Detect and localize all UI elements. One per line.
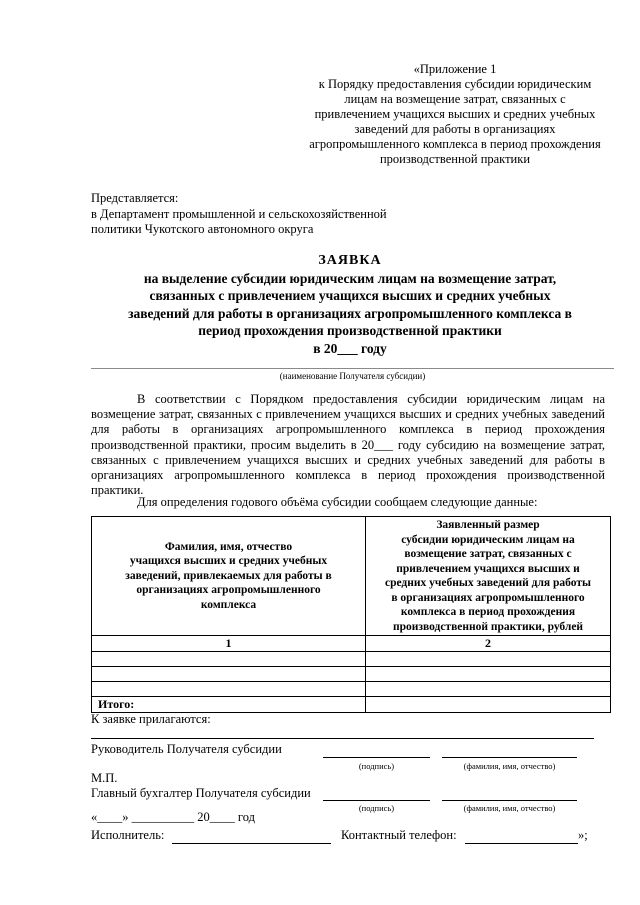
head-signature-label: Руководитель Получателя субсидии — [91, 742, 282, 756]
table-cell[interactable] — [92, 682, 366, 697]
total-value-cell[interactable] — [366, 697, 611, 713]
name-caption: (фамилия, имя, отчество) — [463, 761, 556, 771]
phone-label: Контактный телефон: — [341, 828, 457, 842]
table-cell[interactable] — [366, 667, 611, 682]
col2-header-line: привлечением учащихся высших и — [396, 562, 580, 575]
col2-header-line: комплекса в период прохождения — [400, 606, 576, 618]
subsidy-table — [91, 516, 611, 713]
col1-header-line: комплекса — [200, 598, 257, 611]
table-total-row — [92, 697, 611, 713]
phone-line[interactable] — [465, 843, 578, 844]
data-intro: Для определения годового объёма субсидии сообщаем следующие данные: — [137, 495, 538, 509]
appendix-line: привлечением учащихся высших и средних учебных — [314, 107, 596, 121]
col1-number: 1 — [92, 636, 366, 652]
stamp-label: М.П. — [91, 771, 118, 785]
attachments-label: К заявке прилагаются: — [91, 712, 211, 726]
addressee-label: Представляется: — [91, 191, 179, 205]
recipient-name-line[interactable] — [91, 368, 614, 369]
col2-header-line: средних учебных заведений для работы — [384, 577, 591, 589]
col2-header-line: в организациях агропромышленного — [391, 591, 585, 604]
table-row[interactable] — [92, 667, 611, 682]
date-line[interactable]: «____» __________ 20____ год — [91, 810, 255, 824]
phone-suffix: »; — [578, 828, 588, 842]
executor-line[interactable] — [172, 843, 331, 844]
head-signature-line[interactable] — [323, 757, 430, 758]
recipient-caption: (наименование Получателя субсидии) — [279, 371, 426, 381]
total-label: Итого: — [92, 697, 366, 713]
col1-header — [92, 517, 366, 636]
appendix-line: производственной практики — [379, 152, 531, 166]
table-number-row — [92, 636, 611, 652]
table-cell[interactable] — [92, 652, 366, 667]
attachments-line[interactable] — [91, 738, 594, 739]
signature-caption: (подпись) — [358, 761, 395, 771]
title-line: связанных с привлечением учащихся высших и средних учебных — [149, 288, 551, 303]
document-title — [90, 252, 610, 357]
request-paragraph: В соответствии с Порядком предоставления субсидии юридическим лицам на возмещение затрат, связанных с привлечением учащихся высших и средних учебных заведений для работы в организациях агропромышленного комплекса в период прохождения производственной практики, просим выделить в 20___ году субсидию на возмещение затрат, связанных с привлечением учащихся высших и средних учебных заведений для работы в организациях агропромышленного комплекса в период прохождения производственной практики. — [91, 392, 605, 498]
appendix-line: к Порядку предоставления субсидии юридическим — [318, 77, 592, 91]
accountant-signature-label: Главный бухгалтер Получателя субсидии — [91, 786, 311, 800]
appendix-line: заведений для работы в организациях — [354, 122, 556, 136]
addressee-line: в Департамент промышленной и сельскохозяйственной — [91, 206, 387, 221]
table-cell[interactable] — [366, 652, 611, 667]
table-row[interactable] — [92, 682, 611, 697]
signature-caption: (подпись) — [358, 803, 395, 813]
col1-header-line: заведений, привлекаемых для работы в — [125, 569, 332, 582]
table-row[interactable] — [92, 652, 611, 667]
addressee-block — [91, 191, 451, 238]
col2-header — [366, 517, 611, 636]
col2-header-line: субсидии юридическим лицам на — [401, 533, 575, 546]
title-line: в 20___ году — [313, 340, 387, 356]
body-paragraph — [91, 392, 605, 498]
table-cell[interactable] — [92, 667, 366, 682]
executor-label: Исполнитель: — [91, 828, 165, 842]
table-header-row — [92, 517, 611, 636]
col1-header-line: учащихся высших и средних учебных — [129, 555, 328, 568]
title-line: период прохождения производственной практики — [198, 323, 502, 338]
col1-header-line: организациях агропромышленного — [136, 584, 321, 597]
head-name-line[interactable] — [442, 757, 577, 758]
appendix-line: агропромышленного комплекса в период прохождения — [309, 137, 601, 151]
col2-header-line: Заявленный размер — [436, 519, 540, 531]
title-line: на выделение субсидии юридическим лицам на возмещение затрат, — [143, 270, 557, 286]
table-cell[interactable] — [366, 682, 611, 697]
name-caption: (фамилия, имя, отчество) — [463, 803, 556, 813]
col2-header-line: возмещение затрат, связанных с — [404, 548, 572, 560]
addressee-line: политики Чукотского автономного округа — [91, 222, 314, 236]
col1-header-line: Фамилия, имя, отчество — [164, 540, 293, 553]
executor-row — [91, 828, 164, 843]
title-line: заведений для работы в организациях агропромышленного комплекса в — [128, 305, 572, 321]
appendix-header — [296, 62, 614, 167]
col2-header-line: производственной практики, рублей — [392, 620, 584, 633]
title-heading: ЗАЯВКА — [318, 253, 382, 268]
appendix-line: лицам на возмещение затрат, связанных с — [344, 92, 566, 106]
appendix-line: «Приложение 1 — [413, 62, 497, 76]
col2-number: 2 — [366, 636, 611, 652]
